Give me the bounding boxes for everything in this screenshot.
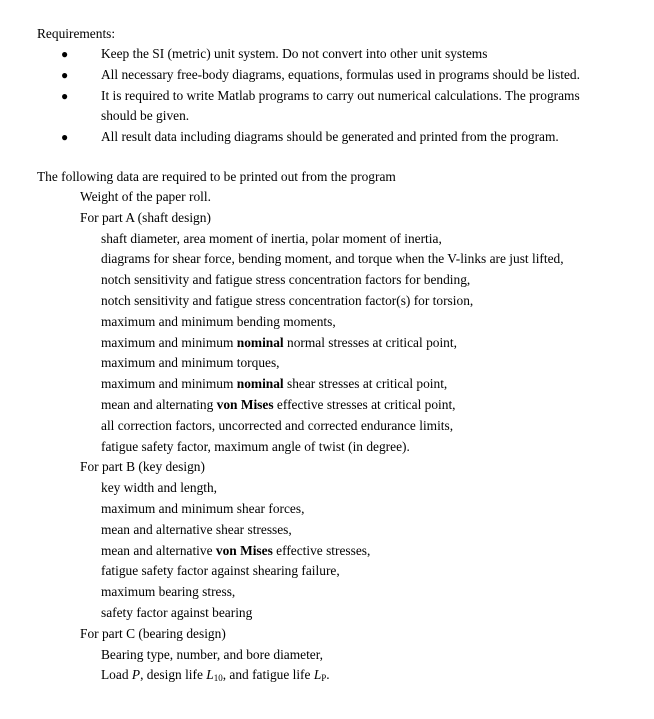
part-a-item: notch sensitivity and fatigue stress concentration factors for bending, — [101, 272, 471, 288]
part-a-item-shear-stress — [0, 374, 654, 395]
part-a-item: notch sensitivity and fatigue stress concentration factor(s) for torsion, — [101, 292, 474, 308]
text-run: effective stresses, — [272, 542, 371, 558]
bullet-icon: ● — [61, 130, 69, 145]
bold-term: von Mises — [215, 542, 273, 558]
text-run: mean and alternative — [101, 542, 216, 558]
part-a-item: all correction factors, uncorrected and corrected endurance limits, — [101, 417, 454, 433]
bold-term: nominal — [236, 376, 284, 392]
part-b-item: maximum bearing stress, — [101, 584, 236, 600]
requirement-text: It is required to write Matlab programs to carry out numerical calculations. The programs should be given. — [101, 87, 580, 124]
output-data-list — [0, 187, 654, 686]
symbol-lp: L — [313, 667, 322, 683]
text-run: maximum and minimum — [101, 334, 237, 350]
part-a-item: fatigue safety factor, maximum angle of twist (in degree). — [101, 438, 410, 454]
part-b-item-von-mises — [0, 541, 654, 562]
text-run: maximum and minimum — [101, 376, 237, 392]
part-c-item: Bearing type, number, and bore diameter, — [101, 646, 324, 662]
text-run: normal stresses at critical point, — [283, 334, 457, 350]
requirement-text: All result data including diagrams should be generated and printed from the program. — [101, 129, 559, 145]
requirement-item — [0, 44, 654, 65]
bullet-icon: ● — [61, 67, 69, 82]
subscript: 10 — [213, 673, 223, 684]
part-c-title: For part C (bearing design) — [80, 625, 226, 641]
part-b-item: maximum and minimum shear forces, — [101, 500, 305, 516]
part-b-item: key width and length, — [101, 480, 218, 496]
symbol-p: P — [131, 667, 141, 683]
requirement-text: Keep the SI (metric) unit system. Do not convert into other unit systems — [101, 46, 488, 61]
part-a-title: For part A (shaft design) — [80, 209, 211, 225]
part-a-item-normal-stress — [0, 333, 654, 354]
part-b-item: fatigue safety factor against shearing failure, — [101, 563, 340, 579]
text-run: effective stresses at critical point, — [273, 396, 456, 412]
part-a-item: maximum and minimum torques, — [101, 355, 280, 371]
part-a-item-von-mises — [0, 395, 654, 416]
text-run: , design life — [140, 667, 207, 683]
part-b-item: mean and alternative shear stresses, — [101, 521, 292, 537]
output-data-heading: The following data are required to be printed out from the program — [37, 169, 396, 184]
bullet-icon: ● — [61, 88, 69, 103]
subscript: P — [321, 673, 327, 684]
part-a-item: shaft diameter, area moment of inertia, polar moment of inertia, — [101, 230, 442, 246]
symbol-l10: L — [206, 667, 214, 683]
part-a-item: diagrams for shear force, bending moment, and torque when the V-links are just lifted, — [101, 251, 564, 267]
bullet-icon: ● — [61, 47, 69, 61]
requirement-text: All necessary free-body diagrams, equations, formulas used in programs should be listed. — [101, 66, 580, 82]
part-b-title: For part B (key design) — [80, 459, 205, 475]
text-run: mean and alternating — [101, 396, 217, 412]
text-run: shear stresses at critical point, — [283, 376, 448, 392]
bold-term: nominal — [236, 334, 284, 350]
requirements-heading: Requirements: — [37, 26, 116, 41]
requirement-item — [0, 65, 654, 86]
text-run: Load — [101, 667, 132, 683]
requirement-item — [0, 86, 654, 128]
text-run: . — [326, 667, 330, 683]
part-c-item-load — [0, 665, 654, 686]
text-run: , and fatigue life — [222, 667, 314, 683]
requirement-item — [0, 127, 654, 148]
part-a-item: maximum and minimum bending moments, — [101, 313, 336, 329]
part-b-item: safety factor against bearing — [101, 604, 253, 620]
weight-line: Weight of the paper roll. — [80, 189, 211, 204]
bold-term: von Mises — [216, 396, 274, 412]
requirements-list — [0, 44, 654, 148]
